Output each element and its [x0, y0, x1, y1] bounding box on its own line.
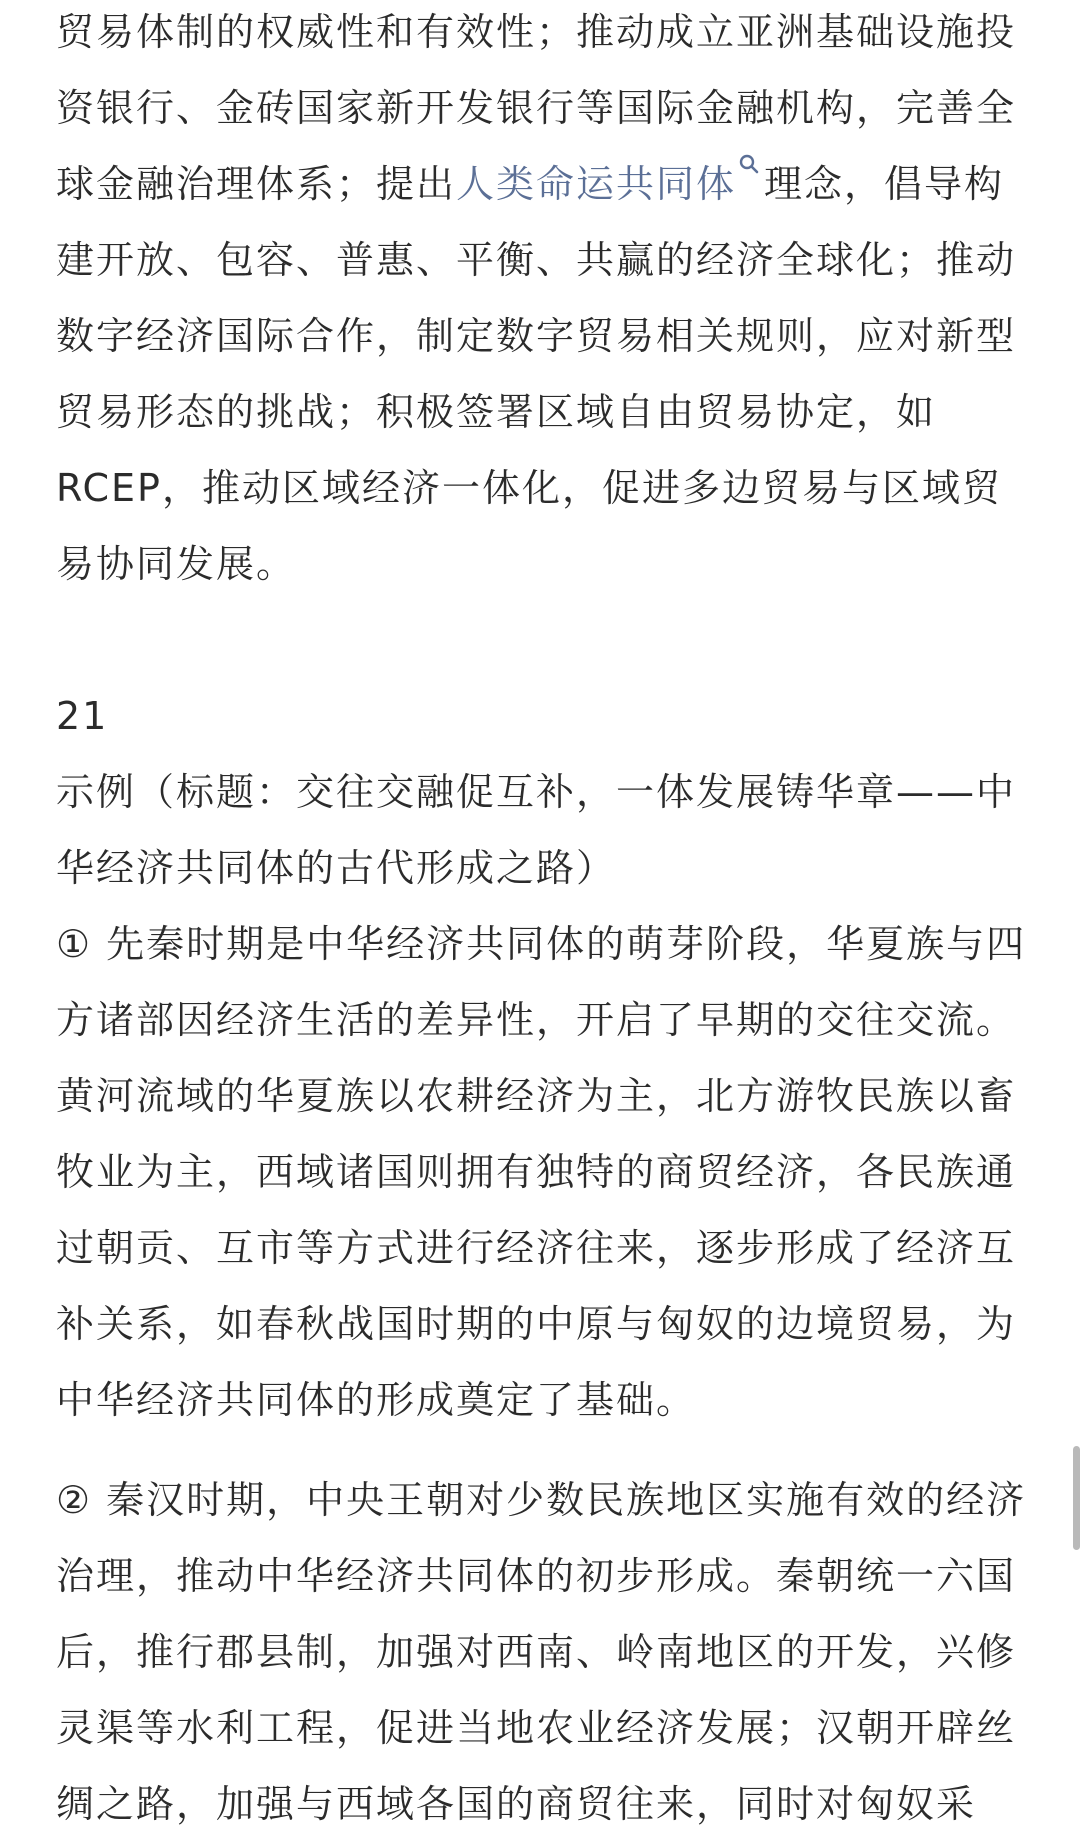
section-number: 21 [56, 694, 109, 738]
point-2: ② 秦汉时期，中央王朝对少数民族地区实施有效的经济治理，推动中华经济共同体的初步形成。秦朝统一六国后，推行郡县制，加强对西南、岭南地区的开发，兴修灵渠等水利工程，促进当地农业经济发展；汉朝开辟丝绸之路，加强与西域各国的商贸往来，同时对匈奴采 [56, 1478, 1027, 1826]
point-1: ① 先秦时期是中华经济共同体的萌芽阶段，华夏族与四方诸部因经济生活的差异性，开启了早期的交往交流。黄河流域的华夏族以农耕经济为主，北方游牧民族以畜牧业为主，西域诸国则拥有独特的商贸经济，各民族通过朝贡、互市等方式进行经济往来，逐步形成了经济互补关系，如春秋战国时期的中原与匈奴的边境贸易，为中华经济共同体的形成奠定了基础。 [56, 922, 1027, 1422]
search-icon[interactable] [738, 153, 760, 175]
paragraph-top-text-before: 贸易体制的权威性和有效性；推动成立亚洲基础设施投资银行、金砖国家新开发银行等国际金融机构，完善全球金融治理体系；提出 [56, 10, 1017, 206]
keyword-link[interactable]: 人类命运共同体 [456, 162, 737, 206]
example-title: 示例（标题：交往交融促互补，一体发展铸华章——中华经济共同体的古代形成之路） [56, 770, 1017, 890]
spacer [56, 1438, 1036, 1462]
spacer [56, 602, 1036, 678]
scrollbar-thumb[interactable] [1073, 1446, 1080, 1550]
article-body [56, 0, 1036, 1842]
paragraph-top-text-after: 理念，倡导构建开放、包容、普惠、平衡、共赢的经济全球化；推动数字经济国际合作，制定数字贸易相关规则，应对新型贸易形态的挑战；积极签署区域自由贸易协定，如RCEP，推动区域经济一体化，促进多边贸易与区域贸易协同发展。 [56, 162, 1017, 586]
paragraph-top [56, 0, 1036, 602]
